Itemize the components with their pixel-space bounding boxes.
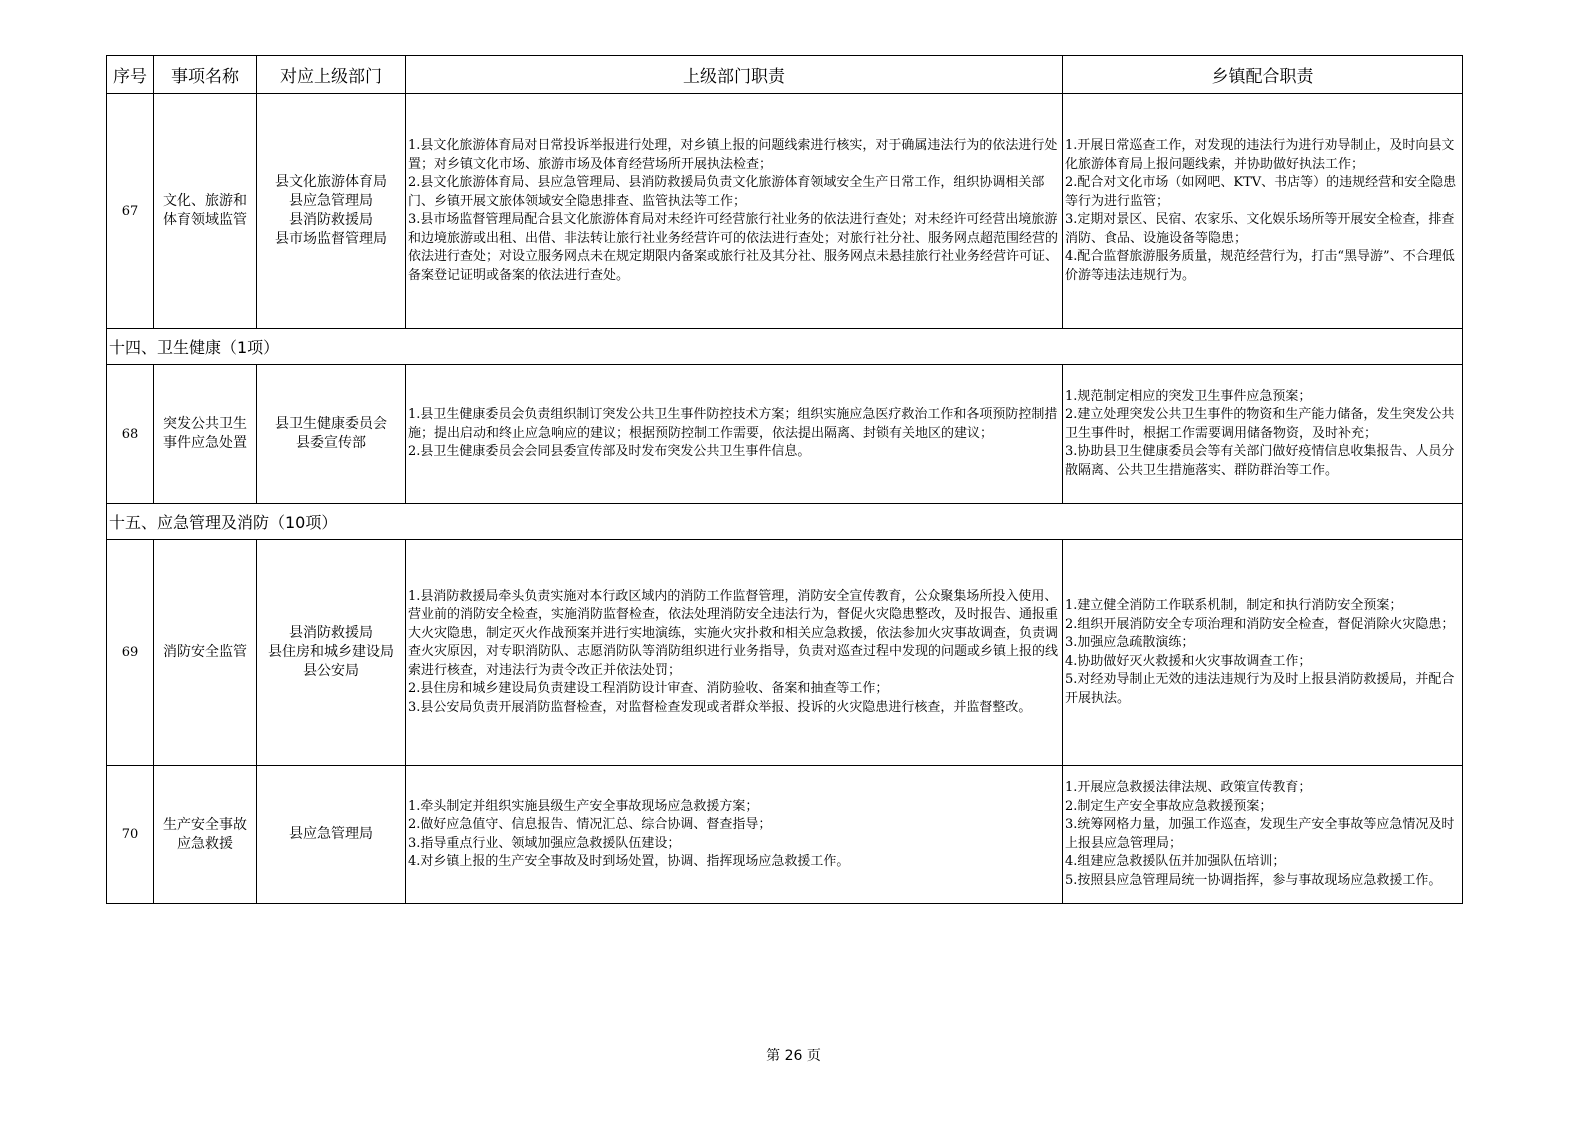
- item-name: [154, 94, 257, 329]
- item-name-line: 体育领域监管: [163, 212, 247, 228]
- row-number: 67: [107, 94, 154, 329]
- town-duties: [1063, 365, 1463, 504]
- header-town-duty: 乡镇配合职责: [1063, 56, 1463, 94]
- duty-item: 3.加强应急疏散演练；: [1065, 635, 1195, 650]
- duty-item: 4.配合监督旅游服务质量，规范经营行为，打击“黑导游”、不合理低价游等违法违规行为。: [1065, 249, 1455, 283]
- duty-item: 3.县公安局负责开展消防监督检查，对监督检查发现或者群众举报、投诉的火灾隐患进行核查，并监督整改。: [408, 699, 1032, 715]
- item-name: [154, 365, 257, 504]
- duty-item: 5.对经劝导制止无效的违法违规行为及时上报县消防救援局，并配合开展执法。: [1065, 672, 1455, 706]
- table-row: [107, 94, 1463, 329]
- duty-item: 2.组织开展消防安全专项治理和消防安全检查，督促消除火灾隐患；: [1065, 616, 1455, 632]
- duty-item: 2.县文化旅游体育局、县应急管理局、县消防救援局负责文化旅游体育领域安全生产日常工作，组织协调相关部门、乡镇开展文旅体领域安全隐患排查、监管执法等工作；: [408, 175, 1045, 209]
- item-name-line: 消防安全监管: [163, 644, 247, 660]
- item-name-line: 应急救援: [177, 835, 233, 852]
- duty-item: 3.协助县卫生健康委员会等有关部门做好疫情信息收集报告、人员分散隔离、公共卫生措施落实、群防群治等工作。: [1065, 444, 1455, 478]
- item-name-line: 事件应急处置: [163, 435, 247, 451]
- upper-duties: [406, 540, 1063, 766]
- upper-duties: [406, 766, 1063, 904]
- row-number: 70: [107, 766, 154, 904]
- duty-item: 1.县文化旅游体育局对日常投诉举报进行处理，对乡镇上报的问题线索进行核实，对于确属违法行为的依法进行处置；对乡镇文化市场、旅游市场及体育经营场所开展执法检查；: [408, 138, 1058, 172]
- header-upper-duty: 上级部门职责: [406, 56, 1063, 94]
- department: 县公安局: [303, 663, 359, 679]
- upper-duties: [406, 94, 1063, 329]
- responsibility-table: [106, 55, 1463, 904]
- duty-item: 4.组建应急救援队伍并加强队伍培训；: [1065, 854, 1286, 869]
- department: 县消防救援局: [289, 212, 373, 228]
- header-dept: 对应上级部门: [257, 56, 406, 94]
- upper-departments: [257, 540, 406, 766]
- upper-duties: [406, 365, 1063, 504]
- item-name-line: 文化、旅游和: [163, 193, 247, 209]
- duty-item: 1.县消防救援局牵头负责实施对本行政区域内的消防工作监督管理，消防安全宣传教育，公众聚集场所投入使用、营业前的消防安全检查，实施消防监督检查，依法处理消防安全违法行为，督促火灾隐患整改，及时报告、通报重大火灾隐患，制定灭火作战预案并进行实地演练，实施火灾扑救和相关应急救援，依法参加火灾事故调查，负责调查火灾原因，对专职消防队、志愿消防队等消防组织进行业务指导，负责对巡查过程中发现的问题或乡镇上报的线索进行核查，对违法行为责令改正并依法处罚；: [408, 588, 1059, 678]
- duty-item: 1.牵头制定并组织实施县级生产安全事故现场应急救援方案；: [408, 798, 759, 814]
- header-num: 序号: [107, 56, 154, 94]
- table-row: [107, 540, 1463, 766]
- item-name: [154, 540, 257, 766]
- section-title: 十四、卫生健康（1项）: [107, 329, 1463, 365]
- table-row: [107, 365, 1463, 504]
- duty-item: 4.协助做好灭火救援和火灾事故调查工作；: [1065, 653, 1312, 669]
- table-header-row: [107, 56, 1463, 94]
- duty-item: 2.做好应急值守、信息报告、情况汇总、综合协调、督查指导；: [408, 817, 772, 832]
- department: 县应急管理局: [289, 193, 373, 209]
- duty-item: 3.指导重点行业、领域加强应急救援队伍建设；: [408, 835, 681, 851]
- duty-item: 1.规范制定相应的突发卫生事件应急预案；: [1065, 388, 1312, 404]
- department: 县应急管理局: [289, 826, 373, 842]
- page-number: 第 26 页: [766, 1048, 821, 1064]
- department: 县消防救援局: [289, 625, 373, 641]
- duty-item: 2.配合对文化市场（如网吧、KTV、书店等）的违规经营和安全隐患等行为进行监管；: [1065, 175, 1457, 209]
- duty-item: 2.县卫生健康委员会会同县委宣传部及时发布突发公共卫生事件信息。: [408, 444, 811, 460]
- duty-item: 1.开展应急救援法律法规、政策宣传教育；: [1065, 780, 1312, 795]
- duty-item: 2.县住房和城乡建设局负责建设工程消防设计审查、消防验收、备案和抽查等工作；: [408, 681, 889, 697]
- header-name: 事项名称: [154, 56, 257, 94]
- upper-departments: [257, 365, 406, 504]
- department: 县委宣传部: [296, 435, 366, 451]
- department: 县卫生健康委员会: [275, 416, 387, 432]
- department: 县文化旅游体育局: [275, 174, 387, 190]
- duty-item: 3.统筹网格力量，加强工作巡查，发现生产安全事故等应急情况及时上报县应急管理局；: [1065, 817, 1455, 851]
- row-number: 68: [107, 365, 154, 504]
- town-duties: [1063, 540, 1463, 766]
- section-row: [107, 329, 1463, 365]
- section-row: [107, 504, 1463, 540]
- duty-item: 3.定期对景区、民宿、农家乐、文化娱乐场所等开展安全检查，排查消防、食品、设施设备等隐患；: [1065, 212, 1455, 246]
- duty-item: 3.县市场监督管理局配合县文化旅游体育局对未经许可经营旅行社业务的依法进行查处；对未经许可经营出境旅游和边境旅游或出租、出借、非法转让旅行社业务经营许可的依法进行查处；对旅行社分社、服务网点超范围经营的依法进行查处；对设立服务网点未在规定期限内备案或旅行社及其分社、服务网点未悬挂旅行社业务经营许可证、备案登记证明或备案的依法进行查处。: [408, 212, 1059, 283]
- section-title: 十五、应急管理及消防（10项）: [107, 504, 1463, 540]
- upper-departments: [257, 766, 406, 904]
- item-name-line: 生产安全事故: [163, 816, 247, 833]
- table-row: [107, 766, 1463, 904]
- duty-item: 2.建立处理突发公共卫生事件的物资和生产能力储备，发生突发公共卫生事件时，根据工作需要调用储备物资，及时补充；: [1065, 407, 1455, 441]
- town-duties: [1063, 94, 1463, 329]
- duty-item: 1.开展日常巡查工作，对发现的违法行为进行劝导制止，及时向县文化旅游体育局上报问题线索，并协助做好执法工作；: [1065, 138, 1455, 172]
- duty-item: 1.县卫生健康委员会负责组织制订突发公共卫生事件防控技术方案；组织实施应急医疗救治工作和各项预防控制措施；提出启动和终止应急响应的建议；根据预防控制工作需要，依法提出隔离、封锁有关地区的建议；: [408, 407, 1058, 441]
- duty-item: 5.按照县应急管理局统一协调指挥，参与事故现场应急救援工作。: [1065, 872, 1442, 888]
- duty-item: 4.对乡镇上报的生产安全事故及时到场处置，协调、指挥现场应急救援工作。: [408, 854, 850, 869]
- town-duties: [1063, 766, 1463, 904]
- upper-departments: [257, 94, 406, 329]
- item-name: [154, 766, 257, 904]
- duty-item: 1.建立健全消防工作联系机制，制定和执行消防安全预案；: [1065, 598, 1403, 613]
- duty-item: 2.制定生产安全事故应急救援预案；: [1065, 798, 1273, 814]
- row-number: 69: [107, 540, 154, 766]
- department: 县住房和城乡建设局: [268, 644, 394, 660]
- department: 县市场监督管理局: [275, 231, 387, 247]
- item-name-line: 突发公共卫生: [163, 416, 247, 432]
